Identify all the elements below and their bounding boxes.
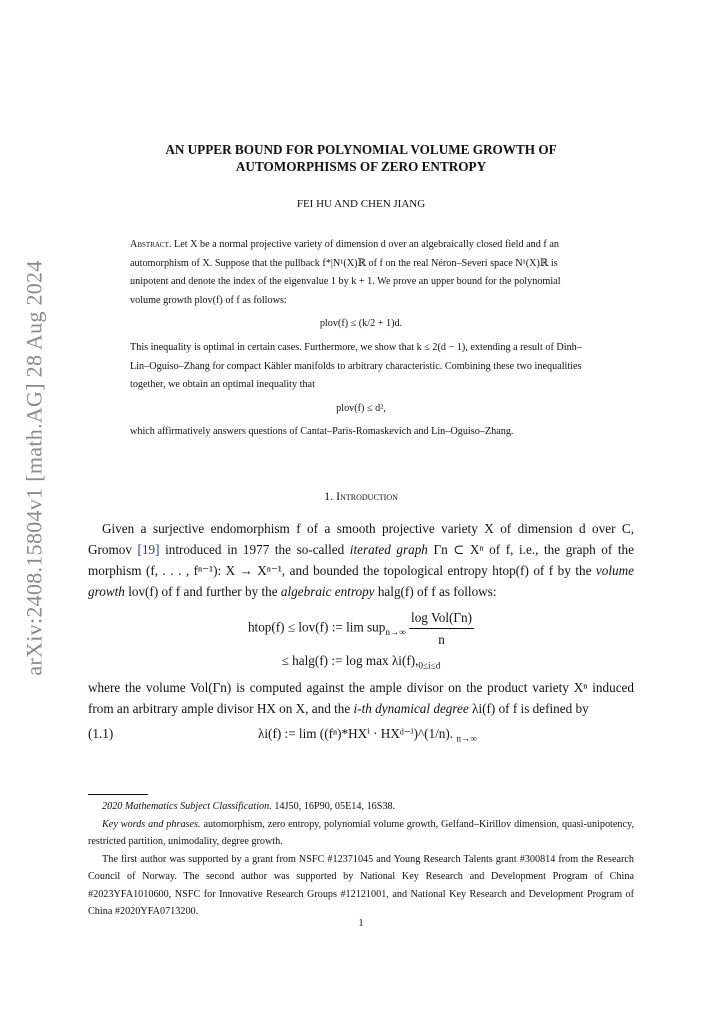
msc-value: 14J50, 16P90, 05E14, 16S38.: [274, 801, 396, 812]
intro-text: Given a surjective endomorphism f of a smooth projective variety X of dimension d over C, Gromov: [88, 521, 634, 557]
fraction-denominator: n: [438, 632, 445, 647]
page-number: 1: [358, 918, 364, 929]
intro-text: Γn ⊂ Xⁿ of f, i.e., the graph of the morphism (f, . . . , fⁿ⁻¹): X → Xⁿ⁻¹, and bounded the topological entropy htop(f) of f by the: [88, 542, 634, 578]
footnote-keywords: [88, 816, 634, 851]
equation-body: [258, 723, 477, 744]
arxiv-stamp-text: arXiv:2408.15804v1 [math.AG] 28 Aug 2024: [22, 260, 48, 676]
equation-1-1: [88, 719, 634, 749]
fraction-numerator: log Vol(Γn): [409, 607, 474, 629]
limsup-subscript: n→∞: [385, 627, 406, 638]
limit-subscript: n→∞: [456, 733, 477, 744]
term-iterated-graph: iterated graph: [349, 542, 428, 557]
intro-text: halg(f) of f as follows:: [374, 584, 497, 599]
equation-line-2-text: ≤ halg(f) := log max λi(f),: [281, 653, 419, 668]
term-ith-dynamical-degree: i-th dynamical degree: [353, 701, 469, 716]
paper-authors: FEI HU AND CHEN JIANG: [296, 198, 426, 210]
equation-line-2: [88, 650, 634, 671]
title-line-2: AUTOMORPHISMS OF ZERO ENTROPY: [235, 158, 487, 174]
intro-text: where the volume Vol(Γn) is computed against the ample divisor on the product variety Xⁿ induced from an arbitrary ample divisor HX on X, and the: [88, 680, 634, 716]
entropy-bound-equation: [88, 607, 634, 671]
paper-title: [88, 142, 634, 175]
intro-paragraph-2: [88, 677, 634, 719]
intro-text: introduced in 1977 the so-called: [159, 542, 350, 557]
section-heading-introduction: 1. Introduction: [324, 489, 398, 503]
keywords-label: Key words and phrases.: [102, 818, 201, 830]
abstract-paragraph-3: which affirmatively answers questions of Cantat–Paris-Romaskevich and Lin–Oguiso–Zhang.: [130, 426, 514, 438]
abstract-equation-2: plov(f) ≤ d²,: [336, 402, 386, 414]
abstract-equation-1: plov(f) ≤ (k/2 + 1)d.: [319, 318, 403, 330]
title-line-1: AN UPPER BOUND FOR POLYNOMIAL VOLUME GROWTH OF: [165, 142, 557, 157]
footnote-divider: [88, 794, 148, 795]
intro-text: lov(f) of f and further by the: [124, 584, 281, 599]
max-subscript: 0≤i≤d: [418, 660, 441, 671]
abstract-paragraph-1: [130, 236, 592, 310]
keywords-value: automorphism, zero entropy, polynomial volume growth, Gelfand–Kirillov dimension, quasi-unipotency, restricted partition, unimodality, degree growth.: [88, 818, 635, 847]
term-algebraic-entropy: algebraic entropy: [280, 584, 375, 599]
citation-link-19[interactable]: [19]: [137, 542, 160, 557]
intro-text: λi(f) of f is defined by: [468, 701, 589, 716]
abstract-text-1: Let X be a normal projective variety of dimension d over an algebraically closed field and f an automorphism of X. Suppose that the pullback f*|N¹(X)ℝ of f on the real Néron–Severi space N¹(X)ℝ is unipotent and denote the index of the eigenvalue 1 by k + 1. We prove an upper bound for the polynomial volume growth plov(f) of f as follows:: [130, 239, 561, 306]
footnote-msc: [88, 798, 634, 816]
abstract: [130, 236, 592, 442]
footnotes: [88, 798, 634, 921]
equation-lhs: htop(f) ≤ lov(f) := lim sup: [247, 619, 386, 635]
abstract-label: Abstract.: [130, 239, 172, 250]
intro-paragraph-1: [88, 518, 634, 602]
introduction-body: [88, 518, 634, 749]
equation-line-1: [88, 607, 634, 650]
equation-body-text: λi(f) := lim ((fⁿ)*HXⁱ · HXᵈ⁻ⁱ)^(1/n).: [258, 726, 454, 741]
equation-number: (1.1): [88, 726, 114, 741]
fraction: [409, 607, 474, 650]
arxiv-identifier-stamp: [20, 260, 50, 676]
term-volume-growth: volume growth: [88, 563, 634, 599]
msc-label: 2020 Mathematics Subject Classification.: [102, 801, 272, 812]
abstract-paragraph-2: This inequality is optimal in certain cases. Furthermore, we show that k ≤ 2(d − 1), extending a result of Dinh–Lin–Oguiso–Zhang for compact Kähler manifolds to arbitrary characteristic. Combining these two inequalities together, we obtain an optimal inequality that: [130, 341, 582, 391]
footnote-funding: The first author was supported by a grant from NSFC #12371045 and Young Research Talents grant #300814 from the Research Council of Norway. The second author was supported by National Key Research and Development Program of China #2023YFA1010600, NSFC for Innovative Research Groups #12121001, and National Key Research and Development Program of China #2020YFA0713200.: [88, 853, 634, 917]
